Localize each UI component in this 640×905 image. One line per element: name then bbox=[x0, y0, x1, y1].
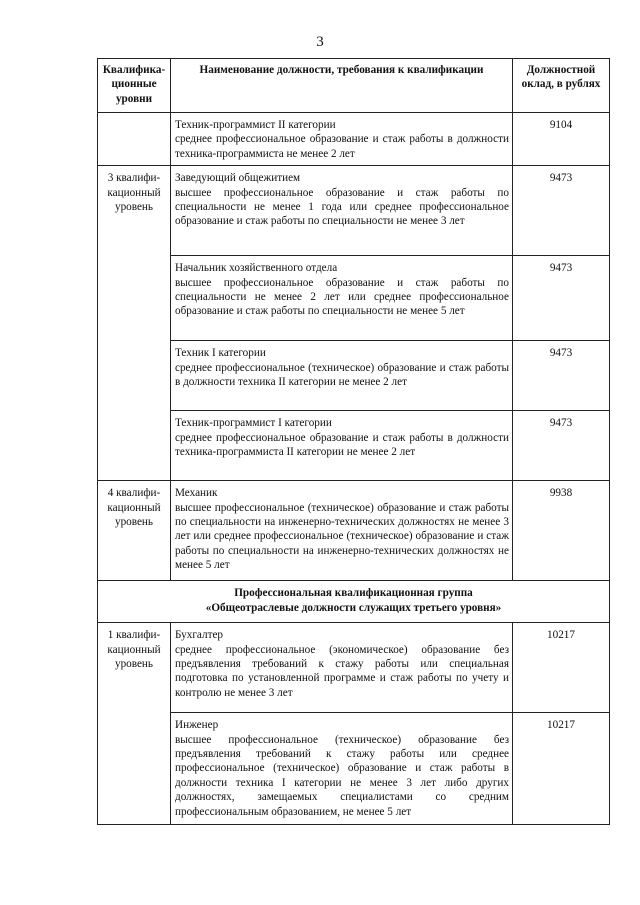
salary-table bbox=[97, 58, 610, 825]
position-requirements: среднее профессиональное образование и стаж работы в должности техника-программиста II категории не менее 2 лет bbox=[175, 431, 509, 459]
table-header-row bbox=[98, 59, 610, 113]
page-number: 3 bbox=[316, 34, 324, 50]
position-title: Механик bbox=[175, 487, 218, 500]
position-cell bbox=[171, 166, 513, 256]
group-heading-line-1: Профессиональная квалификационная группа bbox=[234, 587, 473, 600]
position-cell bbox=[171, 113, 513, 166]
level-cell bbox=[98, 113, 171, 166]
table-row bbox=[98, 623, 610, 713]
position-title: Заведующий общежитием bbox=[175, 172, 301, 185]
salary-cell: 9473 bbox=[513, 256, 610, 341]
position-cell bbox=[171, 713, 513, 825]
position-title: Техник I категории bbox=[175, 347, 266, 360]
header-level: Квалифика-ционные уровни bbox=[98, 59, 171, 113]
group-heading bbox=[98, 581, 610, 623]
salary-cell: 9473 bbox=[513, 411, 610, 481]
position-requirements: среднее профессиональное (техническое) образование и стаж работы в должности техника II категории не менее 2 лет bbox=[175, 361, 509, 389]
table-row bbox=[98, 481, 610, 581]
table-row bbox=[98, 411, 610, 481]
salary-cell: 10217 bbox=[513, 713, 610, 825]
salary-cell: 9104 bbox=[513, 113, 610, 166]
level-cell: 1 квалифи-кационный уровень bbox=[98, 623, 171, 825]
level-cell: 3 квалифи-кационный уровень bbox=[98, 166, 171, 481]
table-row bbox=[98, 341, 610, 411]
position-requirements: высшее профессиональное образование и стаж работы по специальности не менее 2 лет или среднее профессиональное образование и стаж работы по специальности не менее 5 лет bbox=[175, 276, 509, 318]
position-cell bbox=[171, 481, 513, 581]
position-title: Бухгалтер bbox=[175, 629, 224, 642]
header-salary: Должностной оклад, в рублях bbox=[513, 59, 610, 113]
position-requirements: высшее профессиональное образование и стаж работы по специальности не менее 1 года или среднее профессиональное образование и стаж работы по специальности не менее 3 лет bbox=[175, 186, 509, 228]
table-row bbox=[98, 113, 610, 166]
position-cell bbox=[171, 341, 513, 411]
position-requirements: высшее профессиональное (техническое) образование без предъявления требований к стажу работы или среднее профессиональное (техническое) образование и стаж работы в должности техника I категории не менее 3 лет либо других должностях, замещаемых специалистами со средним профессиональным образованием, не менее 5 лет bbox=[175, 733, 509, 818]
position-title: Техник-программист I категории bbox=[175, 417, 332, 430]
position-title: Начальник хозяйственного отдела bbox=[175, 262, 338, 275]
group-heading-line-2: «Общеотраслевые должности служащих третьего уровня» bbox=[205, 601, 502, 614]
header-position: Наименование должности, требования к квалификации bbox=[171, 59, 513, 113]
salary-cell: 9473 bbox=[513, 166, 610, 256]
position-requirements: среднее профессиональное образование и стаж работы в должности техника-программиста не менее 2 лет bbox=[175, 133, 509, 160]
group-heading-row bbox=[98, 581, 610, 623]
position-requirements: среднее профессиональное (экономическое) образование без предъявления требований к стажу работы или специальная подготовка по установленной программе и стаж работы по учету и контролю не менее 3 лет bbox=[175, 643, 509, 699]
position-title: Техник-программист II категории bbox=[175, 119, 336, 131]
table-row bbox=[98, 713, 610, 825]
position-cell bbox=[171, 623, 513, 713]
salary-cell: 10217 bbox=[513, 623, 610, 713]
table-row bbox=[98, 256, 610, 341]
table-row bbox=[98, 166, 610, 256]
position-cell bbox=[171, 411, 513, 481]
salary-cell: 9473 bbox=[513, 341, 610, 411]
position-title: Инженер bbox=[175, 719, 219, 732]
level-cell: 4 квалифи-кационный уровень bbox=[98, 481, 171, 581]
position-cell bbox=[171, 256, 513, 341]
salary-cell: 9938 bbox=[513, 481, 610, 581]
position-requirements: высшее профессиональное (техническое) образование и стаж работы по специальности на инженерно-технических должностях не менее 3 лет или среднее профессиональное (техническое) образование и стаж работы по специальности на инженерно-технических должностях не менее 5 лет bbox=[175, 501, 509, 572]
